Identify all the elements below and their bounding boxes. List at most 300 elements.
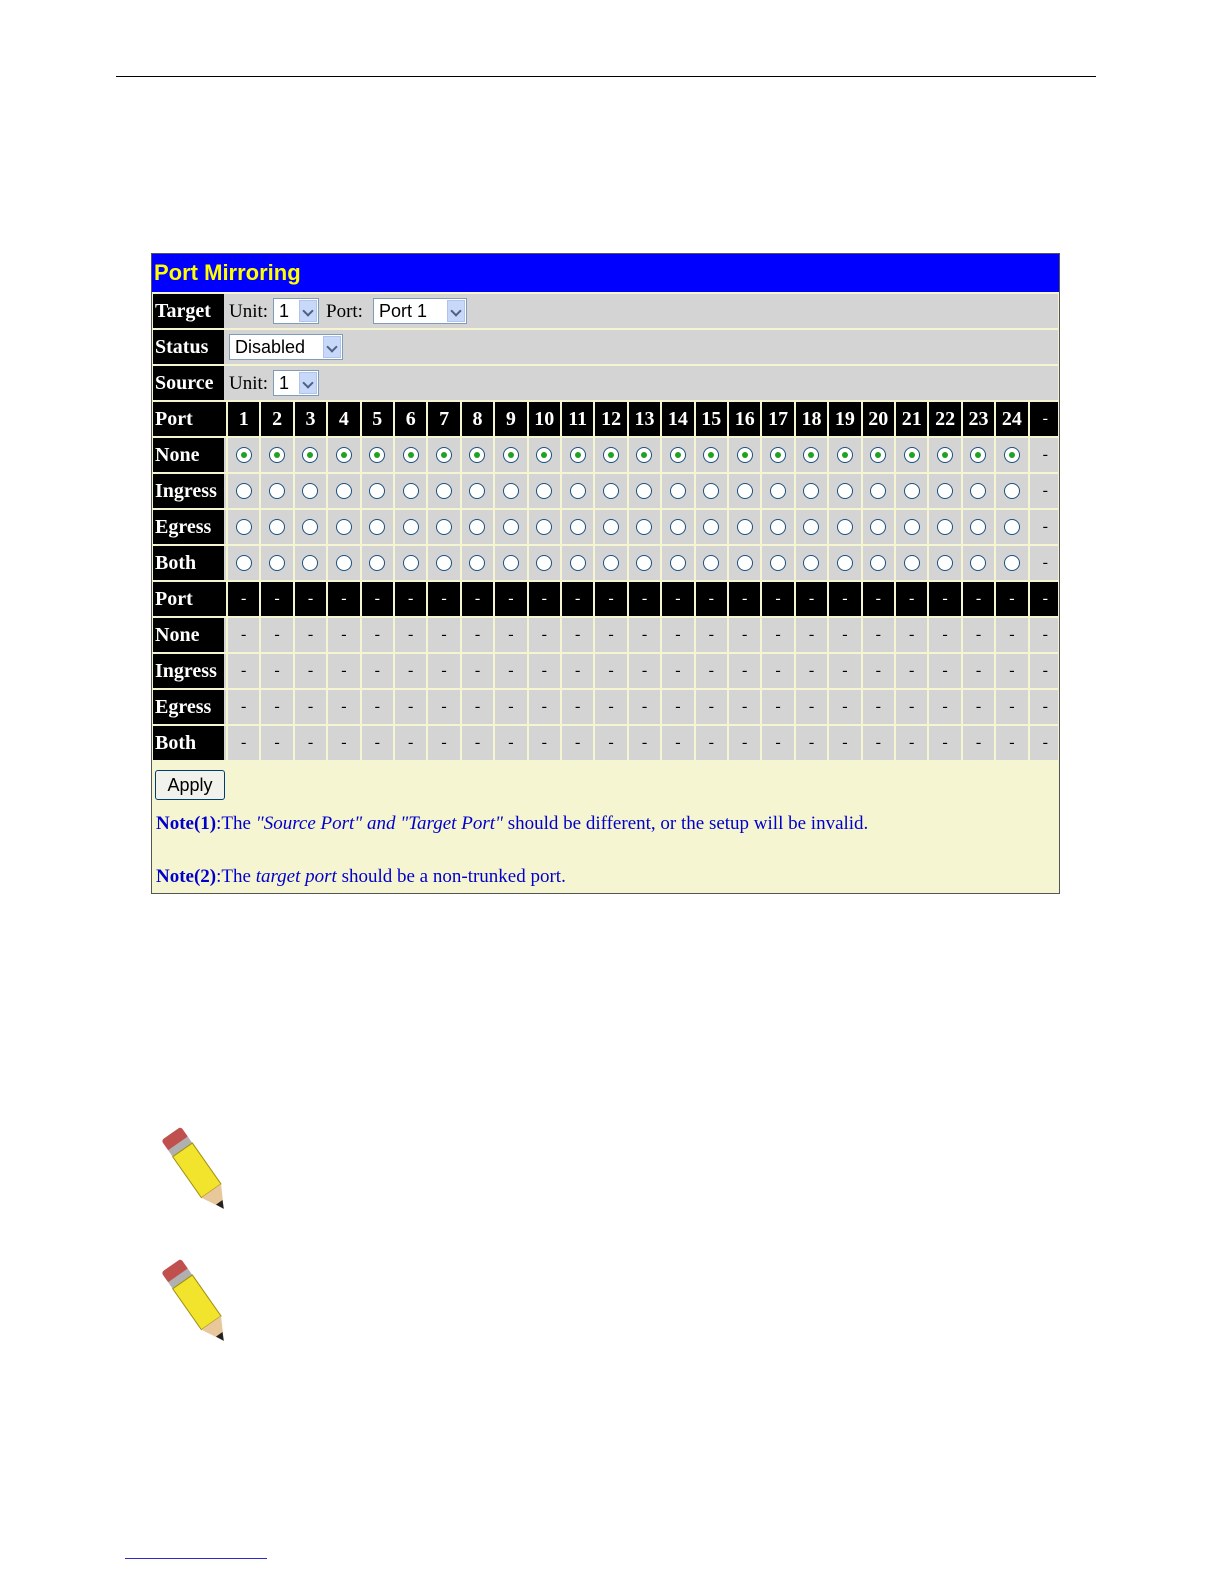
- note-1-text-a: :The: [216, 813, 256, 834]
- port-number-placeholder: -: [460, 582, 493, 616]
- empty-cell: -: [226, 726, 259, 760]
- port-number: 21: [894, 402, 927, 436]
- radio-button[interactable]: [1004, 519, 1020, 535]
- note-2-prefix: Note(2): [156, 866, 217, 887]
- radio-cell: [861, 510, 894, 544]
- radio-cell: [226, 438, 259, 472]
- radio-cell: [660, 510, 693, 544]
- radio-cell: [727, 546, 760, 580]
- radio-button[interactable]: [369, 447, 385, 463]
- radio-cell: [593, 474, 626, 508]
- radio-cell: [460, 474, 493, 508]
- radio-cell: [426, 546, 459, 580]
- port-number: 7: [426, 402, 459, 436]
- radio-cell: [827, 546, 860, 580]
- radio-button[interactable]: [1004, 447, 1020, 463]
- radio-cell: [259, 438, 292, 472]
- radio-button[interactable]: [837, 555, 853, 571]
- radio-button[interactable]: [1004, 555, 1020, 571]
- radio-button[interactable]: [837, 447, 853, 463]
- radio-cell: [593, 438, 626, 472]
- radio-cell: [493, 438, 526, 472]
- radio-cell: [360, 438, 393, 472]
- note-2-text-b: should be a non-trunked port.: [336, 866, 566, 887]
- radio-button[interactable]: [670, 555, 686, 571]
- radio-button[interactable]: [904, 483, 920, 499]
- radio-cell: [326, 438, 359, 472]
- radio-button[interactable]: [536, 447, 552, 463]
- radio-button[interactable]: [570, 483, 586, 499]
- radio-button[interactable]: [636, 483, 652, 499]
- empty-cell: -: [861, 726, 894, 760]
- radio-button[interactable]: [570, 447, 586, 463]
- radio-button[interactable]: [236, 447, 252, 463]
- radio-button[interactable]: [536, 519, 552, 535]
- radio-button[interactable]: [737, 519, 753, 535]
- empty-cell: -: [927, 690, 960, 724]
- radio-button[interactable]: [937, 447, 953, 463]
- empty-cell: -: [1028, 546, 1061, 580]
- radio-button[interactable]: [302, 447, 318, 463]
- note-2: [156, 866, 566, 888]
- port-number-placeholder: -: [360, 582, 393, 616]
- empty-cell: -: [627, 726, 660, 760]
- radio-cell: [694, 438, 727, 472]
- empty-cell: -: [393, 654, 426, 688]
- radio-cell: [894, 474, 927, 508]
- radio-button[interactable]: [603, 483, 619, 499]
- port-number: 23: [961, 402, 994, 436]
- port-number-placeholder: -: [994, 582, 1027, 616]
- empty-cell: -: [627, 654, 660, 688]
- mirror-row-2-ingress: [153, 654, 1058, 688]
- radio-button[interactable]: [970, 519, 986, 535]
- note-1: [156, 813, 868, 835]
- port-number-placeholder: -: [593, 582, 626, 616]
- chevron-down-icon[interactable]: [299, 300, 317, 322]
- empty-cell: -: [961, 654, 994, 688]
- radio-button[interactable]: [737, 555, 753, 571]
- port-number: 20: [861, 402, 894, 436]
- empty-cell: -: [493, 654, 526, 688]
- port-number-placeholder: -: [627, 582, 660, 616]
- target-port-label: Port:: [326, 301, 363, 322]
- note-2-italic: target port: [255, 866, 337, 887]
- source-unit-label: Unit:: [229, 373, 269, 394]
- empty-cell: -: [460, 618, 493, 652]
- radio-button[interactable]: [236, 519, 252, 535]
- source-label: Source: [153, 366, 224, 400]
- empty-cell: -: [894, 618, 927, 652]
- radio-button[interactable]: [904, 447, 920, 463]
- target-unit-value: 1: [279, 301, 290, 321]
- empty-cell: -: [1028, 726, 1061, 760]
- empty-cell: -: [393, 726, 426, 760]
- port-number-placeholder: -: [426, 582, 459, 616]
- port-number-placeholder: -: [827, 582, 860, 616]
- empty-cell: -: [527, 654, 560, 688]
- radio-cell: [827, 474, 860, 508]
- radio-cell: [493, 546, 526, 580]
- radio-button[interactable]: [703, 519, 719, 535]
- radio-cell: [894, 438, 927, 472]
- radio-button[interactable]: [870, 447, 886, 463]
- radio-button[interactable]: [369, 555, 385, 571]
- target-unit-select[interactable]: [273, 298, 319, 324]
- radio-cell: [426, 510, 459, 544]
- empty-cell: -: [226, 618, 259, 652]
- empty-cell: -: [293, 618, 326, 652]
- target-port-select[interactable]: [373, 298, 467, 324]
- radio-button[interactable]: [870, 483, 886, 499]
- chevron-down-icon[interactable]: [323, 336, 341, 358]
- radio-button[interactable]: [503, 555, 519, 571]
- port-number: 4: [326, 402, 359, 436]
- port-number: 12: [593, 402, 626, 436]
- empty-cell: -: [794, 726, 827, 760]
- radio-cell: [226, 546, 259, 580]
- empty-cell: -: [226, 654, 259, 688]
- radio-button[interactable]: [904, 555, 920, 571]
- radio-cell: [259, 474, 292, 508]
- radio-cell: [360, 546, 393, 580]
- radio-cell: [961, 546, 994, 580]
- port-number: 14: [660, 402, 693, 436]
- empty-cell: -: [861, 618, 894, 652]
- radio-button[interactable]: [770, 447, 786, 463]
- radio-button[interactable]: [603, 519, 619, 535]
- radio-cell: [760, 546, 793, 580]
- radio-cell: [527, 510, 560, 544]
- radio-cell: [694, 546, 727, 580]
- radio-button[interactable]: [603, 555, 619, 571]
- port-number: 19: [827, 402, 860, 436]
- port-number-placeholder: -: [894, 582, 927, 616]
- radio-cell: [760, 438, 793, 472]
- radio-button[interactable]: [536, 555, 552, 571]
- mirror-row-label: Ingress: [153, 654, 224, 688]
- radio-cell: [727, 474, 760, 508]
- empty-cell: -: [326, 618, 359, 652]
- mirror-row-label: Ingress: [153, 474, 224, 508]
- radio-button[interactable]: [870, 555, 886, 571]
- chevron-down-icon[interactable]: [447, 300, 465, 322]
- radio-button[interactable]: [469, 519, 485, 535]
- radio-cell: [627, 438, 660, 472]
- empty-cell: -: [894, 654, 927, 688]
- radio-cell: [994, 510, 1027, 544]
- radio-button[interactable]: [336, 483, 352, 499]
- port-header-row-2: [153, 582, 1058, 616]
- radio-button[interactable]: [737, 447, 753, 463]
- port-number-placeholder: -: [794, 582, 827, 616]
- radio-button[interactable]: [803, 483, 819, 499]
- empty-cell: -: [994, 654, 1027, 688]
- radio-button[interactable]: [503, 483, 519, 499]
- radio-cell: [259, 546, 292, 580]
- status-label: Status: [153, 330, 224, 364]
- empty-cell: -: [694, 654, 727, 688]
- radio-button[interactable]: [837, 519, 853, 535]
- radio-cell: [827, 438, 860, 472]
- radio-button[interactable]: [1004, 483, 1020, 499]
- radio-button[interactable]: [737, 483, 753, 499]
- radio-button[interactable]: [403, 447, 419, 463]
- port-header-label: Port: [153, 582, 224, 616]
- target-port-value: Port 1: [379, 301, 428, 321]
- port-number: 16: [727, 402, 760, 436]
- empty-cell: -: [259, 690, 292, 724]
- port-number: 10: [527, 402, 560, 436]
- empty-cell: -: [493, 690, 526, 724]
- radio-button[interactable]: [770, 555, 786, 571]
- empty-cell: -: [827, 726, 860, 760]
- radio-button[interactable]: [904, 519, 920, 535]
- empty-cell: -: [727, 618, 760, 652]
- radio-button[interactable]: [970, 447, 986, 463]
- radio-button[interactable]: [937, 519, 953, 535]
- radio-cell: [627, 474, 660, 508]
- radio-button[interactable]: [803, 555, 819, 571]
- empty-cell: -: [560, 690, 593, 724]
- radio-button[interactable]: [937, 555, 953, 571]
- radio-button[interactable]: [269, 555, 285, 571]
- port-number: 13: [627, 402, 660, 436]
- radio-button[interactable]: [837, 483, 853, 499]
- empty-cell: -: [660, 726, 693, 760]
- empty-cell: -: [259, 618, 292, 652]
- radio-cell: [927, 546, 960, 580]
- port-number-placeholder: -: [861, 582, 894, 616]
- empty-cell: -: [460, 690, 493, 724]
- panel-title: Port Mirroring: [152, 254, 1059, 292]
- port-number: 22: [927, 402, 960, 436]
- empty-cell: -: [593, 726, 626, 760]
- radio-cell: [794, 510, 827, 544]
- source-unit-select[interactable]: [273, 370, 319, 396]
- empty-cell: -: [694, 618, 727, 652]
- radio-button[interactable]: [703, 447, 719, 463]
- radio-button[interactable]: [436, 519, 452, 535]
- port-number: 15: [694, 402, 727, 436]
- status-select[interactable]: [229, 334, 343, 360]
- radio-button[interactable]: [269, 447, 285, 463]
- radio-button[interactable]: [937, 483, 953, 499]
- radio-cell: [861, 438, 894, 472]
- empty-cell: -: [493, 726, 526, 760]
- mirror-row-2-none: [153, 618, 1058, 652]
- port-number: 5: [360, 402, 393, 436]
- radio-button[interactable]: [403, 483, 419, 499]
- page-top-rule: [116, 76, 1096, 77]
- mirror-row-2-both: [153, 726, 1058, 760]
- radio-cell: [994, 438, 1027, 472]
- empty-cell: -: [760, 654, 793, 688]
- radio-button[interactable]: [369, 519, 385, 535]
- empty-cell: -: [527, 690, 560, 724]
- radio-button[interactable]: [670, 447, 686, 463]
- radio-button[interactable]: [803, 447, 819, 463]
- port-number-placeholder: -: [560, 582, 593, 616]
- mirror-row-both: [153, 546, 1058, 580]
- empty-cell: -: [527, 618, 560, 652]
- radio-button[interactable]: [570, 555, 586, 571]
- radio-button[interactable]: [703, 483, 719, 499]
- target-unit-label: Unit:: [229, 301, 269, 322]
- radio-button[interactable]: [403, 555, 419, 571]
- radio-button[interactable]: [670, 519, 686, 535]
- empty-cell: -: [694, 726, 727, 760]
- radio-cell: [426, 474, 459, 508]
- radio-button[interactable]: [603, 447, 619, 463]
- empty-cell: -: [360, 618, 393, 652]
- radio-cell: [326, 510, 359, 544]
- port-number-placeholder: -: [326, 582, 359, 616]
- radio-button[interactable]: [336, 519, 352, 535]
- port-number: 17: [760, 402, 793, 436]
- port-number: 1: [226, 402, 259, 436]
- port-mirroring-panel: [151, 253, 1060, 894]
- radio-cell: [927, 438, 960, 472]
- radio-button[interactable]: [369, 483, 385, 499]
- radio-button[interactable]: [469, 555, 485, 571]
- empty-cell: -: [426, 726, 459, 760]
- radio-button[interactable]: [970, 555, 986, 571]
- radio-cell: [560, 546, 593, 580]
- mirror-row-label: Both: [153, 726, 224, 760]
- radio-button[interactable]: [269, 483, 285, 499]
- empty-cell: -: [1028, 510, 1061, 544]
- radio-button[interactable]: [236, 483, 252, 499]
- radio-button[interactable]: [670, 483, 686, 499]
- empty-cell: -: [794, 618, 827, 652]
- empty-cell: -: [894, 690, 927, 724]
- radio-button[interactable]: [636, 447, 652, 463]
- empty-cell: -: [1028, 474, 1061, 508]
- radio-cell: [293, 474, 326, 508]
- page-bottom-rule: [125, 1558, 267, 1559]
- source-unit-value: 1: [279, 373, 290, 393]
- radio-button[interactable]: [570, 519, 586, 535]
- mirror-row-label: Egress: [153, 690, 224, 724]
- empty-cell: -: [259, 726, 292, 760]
- port-number: 3: [293, 402, 326, 436]
- empty-cell: -: [927, 654, 960, 688]
- radio-cell: [760, 510, 793, 544]
- empty-cell: -: [259, 654, 292, 688]
- radio-button[interactable]: [436, 483, 452, 499]
- pencil-icon: [148, 1247, 248, 1362]
- note-1-prefix: Note(1): [156, 813, 217, 834]
- empty-cell: -: [694, 690, 727, 724]
- radio-button[interactable]: [336, 447, 352, 463]
- radio-button[interactable]: [503, 447, 519, 463]
- empty-cell: -: [994, 726, 1027, 760]
- radio-cell: [360, 510, 393, 544]
- radio-button[interactable]: [636, 519, 652, 535]
- radio-button[interactable]: [703, 555, 719, 571]
- radio-button[interactable]: [236, 555, 252, 571]
- radio-cell: [894, 510, 927, 544]
- radio-button[interactable]: [770, 519, 786, 535]
- radio-cell: [861, 474, 894, 508]
- empty-cell: -: [360, 690, 393, 724]
- radio-cell: [694, 474, 727, 508]
- mirror-row-none: [153, 438, 1058, 472]
- mirror-row-label: None: [153, 618, 224, 652]
- port-number-placeholder: -: [727, 582, 760, 616]
- radio-cell: [961, 438, 994, 472]
- chevron-down-icon[interactable]: [299, 372, 317, 394]
- radio-cell: [393, 546, 426, 580]
- radio-button[interactable]: [302, 555, 318, 571]
- radio-cell: [293, 510, 326, 544]
- port-number-placeholder: -: [961, 582, 994, 616]
- empty-cell: -: [727, 726, 760, 760]
- radio-button[interactable]: [536, 483, 552, 499]
- port-number-placeholder: -: [493, 582, 526, 616]
- radio-cell: [994, 474, 1027, 508]
- radio-button[interactable]: [269, 519, 285, 535]
- radio-cell: [760, 474, 793, 508]
- radio-button[interactable]: [403, 519, 419, 535]
- radio-button[interactable]: [870, 519, 886, 535]
- port-number-placeholder: -: [527, 582, 560, 616]
- radio-button[interactable]: [469, 447, 485, 463]
- radio-button[interactable]: [636, 555, 652, 571]
- radio-button[interactable]: [970, 483, 986, 499]
- empty-cell: -: [226, 690, 259, 724]
- radio-button[interactable]: [503, 519, 519, 535]
- target-row: [153, 294, 1058, 328]
- empty-cell: -: [326, 726, 359, 760]
- apply-button[interactable]: Apply: [155, 770, 225, 800]
- note-1-italic: "Source Port" and "Target Port": [255, 813, 503, 834]
- empty-cell: -: [861, 690, 894, 724]
- radio-button[interactable]: [302, 483, 318, 499]
- radio-button[interactable]: [436, 447, 452, 463]
- mirror-row-ingress: [153, 474, 1058, 508]
- radio-cell: [259, 510, 292, 544]
- mirror-row-egress: [153, 510, 1058, 544]
- radio-button[interactable]: [770, 483, 786, 499]
- empty-cell: -: [593, 654, 626, 688]
- radio-button[interactable]: [436, 555, 452, 571]
- radio-button[interactable]: [336, 555, 352, 571]
- empty-cell: -: [1028, 438, 1061, 472]
- radio-button[interactable]: [469, 483, 485, 499]
- port-number: 8: [460, 402, 493, 436]
- radio-cell: [794, 474, 827, 508]
- radio-cell: [493, 510, 526, 544]
- radio-cell: [593, 546, 626, 580]
- empty-cell: -: [426, 654, 459, 688]
- radio-cell: [226, 474, 259, 508]
- empty-cell: -: [527, 726, 560, 760]
- radio-cell: [627, 546, 660, 580]
- mirror-row-label: Both: [153, 546, 224, 580]
- radio-cell: [827, 510, 860, 544]
- empty-cell: -: [560, 726, 593, 760]
- empty-cell: -: [827, 654, 860, 688]
- port-number: 9: [493, 402, 526, 436]
- port-header-row: [153, 402, 1058, 436]
- radio-button[interactable]: [803, 519, 819, 535]
- radio-cell: [326, 474, 359, 508]
- empty-cell: -: [660, 654, 693, 688]
- empty-cell: -: [927, 618, 960, 652]
- radio-button[interactable]: [302, 519, 318, 535]
